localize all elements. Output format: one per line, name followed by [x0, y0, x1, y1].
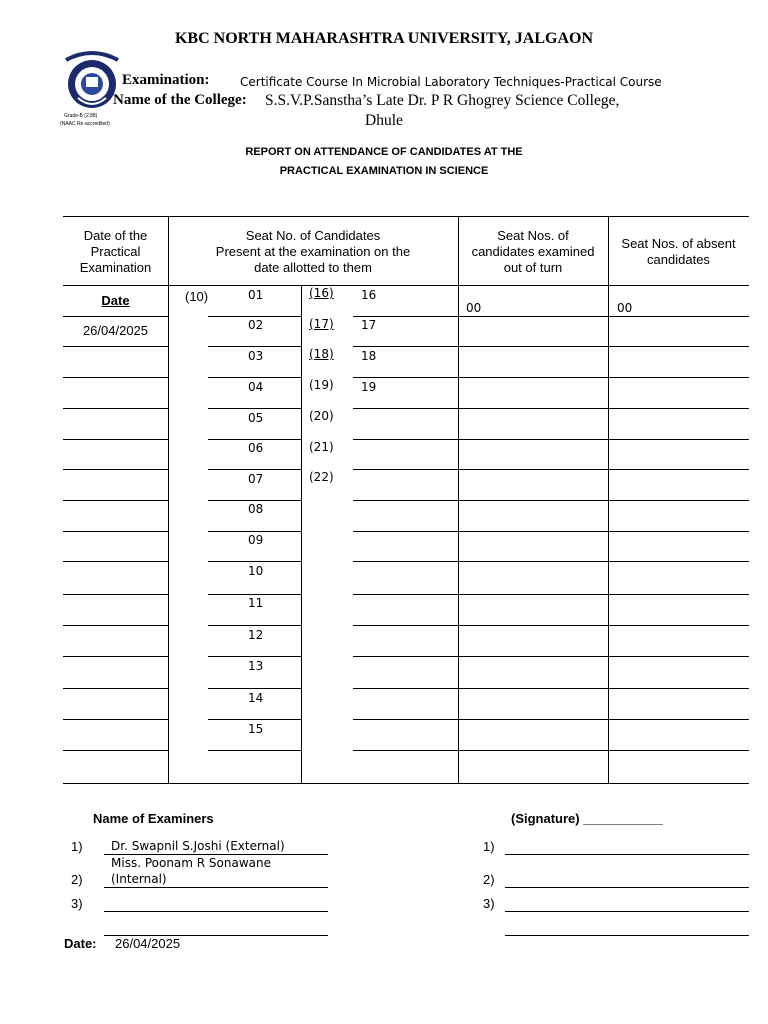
examiner-name: Miss. Poonam R Sonawane — [111, 856, 272, 870]
examiner-number: 2) — [71, 872, 83, 887]
seat-number: 13 — [248, 659, 264, 673]
examiner-line — [104, 887, 328, 888]
signature-line — [505, 935, 749, 936]
examiner-line — [104, 854, 328, 855]
header-date-of-exam: Date of the Practical Examination — [79, 228, 152, 275]
footer-date-value: 26/04/2025 — [115, 936, 181, 951]
seat-number-bracketed: (16) — [309, 286, 334, 300]
seat-number: 01 — [248, 288, 264, 302]
seat-number: 17 — [361, 318, 377, 332]
seat-number: 08 — [248, 502, 264, 516]
seat-number: 09 — [248, 533, 264, 547]
seat-number: 12 — [248, 628, 264, 642]
seat-number: 15 — [248, 722, 264, 736]
examiners-label: Name of Examiners — [93, 811, 214, 826]
seat-number: 19 — [361, 380, 377, 394]
examiner-line — [104, 911, 328, 912]
seat-number: 18 — [361, 349, 377, 363]
exam-label: Examination: — [122, 72, 210, 88]
date-label: Date — [101, 293, 130, 308]
college-value: S.S.V.P.Sanstha’s Late Dr. P R Ghogrey Science College, — [265, 92, 620, 109]
college-label: Name of the College: — [113, 92, 247, 108]
seat-number-bracketed: (20) — [309, 409, 334, 423]
signature-line — [505, 911, 749, 912]
college-value-line2: Dhule — [365, 112, 403, 129]
seat-number-bracketed: (22) — [309, 470, 334, 484]
seat-number: 16 — [361, 288, 377, 302]
examiner-name: Dr. Swapnil S.Joshi (External) — [111, 839, 285, 853]
seat-number-bracketed: (17) — [309, 317, 334, 331]
out-of-turn-value: 00 — [466, 301, 482, 315]
seat-number: 14 — [248, 691, 264, 705]
signature-number: 3) — [483, 896, 495, 911]
header-absent: Seat Nos. of absent candidates — [621, 236, 736, 267]
seat-number-bracketed: (21) — [309, 440, 334, 454]
seat-number: 11 — [248, 596, 264, 610]
seat-number: 02 — [248, 318, 264, 332]
seat-number: 05 — [248, 411, 264, 425]
seat-number-bracketed: (18) — [309, 347, 334, 361]
examiner-number: 1) — [71, 839, 83, 854]
signature-label: (Signature) ___________ — [511, 811, 663, 826]
seat-number: 04 — [248, 380, 264, 394]
logo-naac-text: (NAAC Re-accredited) — [60, 121, 110, 127]
university-title: KBC NORTH MAHARASHTRA UNIVERSITY, JALGAON — [174, 30, 593, 47]
seat-number-bracketed: (19) — [309, 378, 334, 392]
signature-number: 1) — [483, 839, 495, 854]
signature-line — [505, 887, 749, 888]
signature-number: 2) — [483, 872, 495, 887]
header-seat-present: Seat No. of Candidates Present at the examination on the date allotted to them — [215, 228, 411, 275]
present-count: (10) — [185, 289, 209, 304]
examiner-number: 3) — [71, 896, 83, 911]
examiner-name: (Internal) — [111, 872, 167, 886]
header-out-of-turn: Seat Nos. of candidates examined out of turn — [471, 228, 595, 275]
signature-line — [505, 854, 749, 855]
report-title-line2: PRACTICAL EXAMINATION IN SCIENCE — [279, 165, 489, 177]
seat-number: 03 — [248, 349, 264, 363]
date-value: 26/04/2025 — [82, 323, 149, 338]
seat-number: 10 — [248, 564, 264, 578]
logo-grade-text: Grade-B (2.88) — [64, 113, 98, 119]
report-title-line1: REPORT ON ATTENDANCE OF CANDIDATES AT THE — [245, 146, 523, 158]
seat-number: 07 — [248, 472, 264, 486]
seat-number: 06 — [248, 441, 264, 455]
footer-date-label: Date: — [64, 936, 97, 951]
exam-value: Certificate Course In Microbial Laboratory Techniques-Practical Course — [240, 75, 662, 89]
absent-value: 00 — [617, 301, 633, 315]
